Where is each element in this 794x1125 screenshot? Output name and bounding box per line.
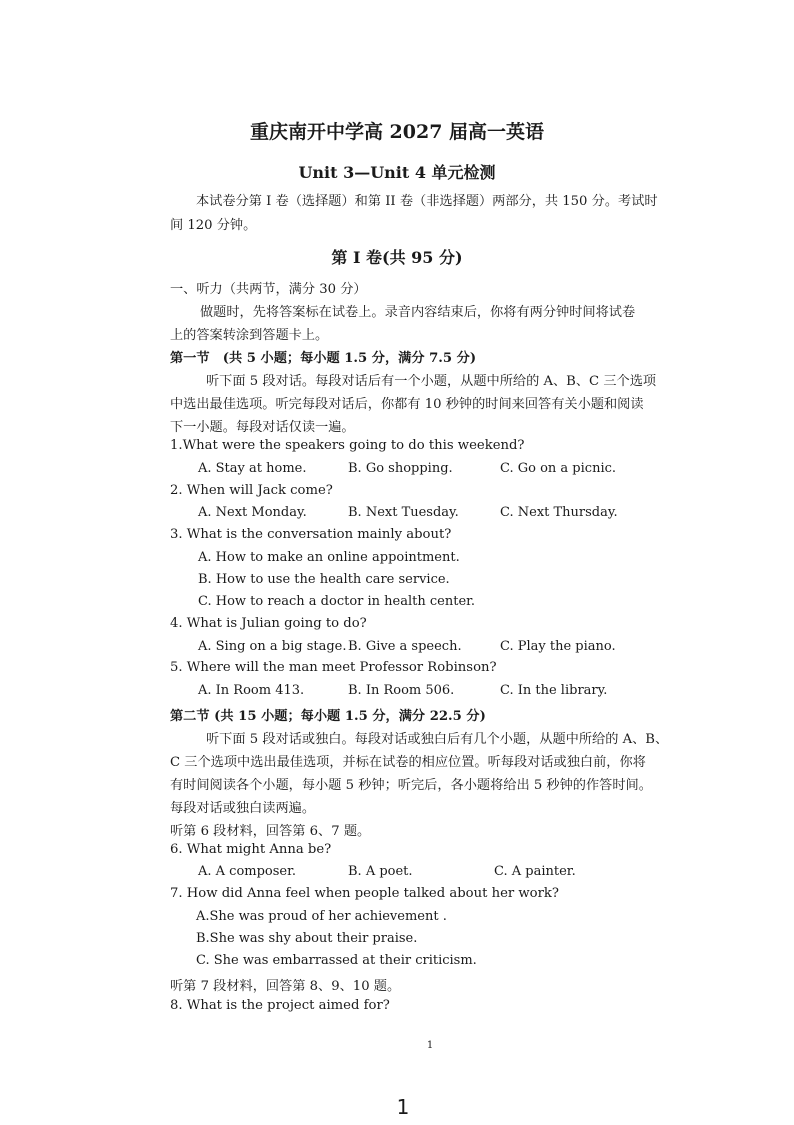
material-heading: 听第 7 段材料，回答第 8、9、10 题。 — [170, 979, 401, 994]
option-b: B. Next Tuesday. — [348, 505, 459, 520]
option-a: A. Next Monday. — [198, 505, 307, 520]
question-stem: 2. When will Jack come? — [170, 483, 333, 498]
option-b: B. Go shopping. — [348, 461, 453, 476]
section-heading: 第一节 (共 5 小题；每小题 1.5 分，满分 7.5 分) — [170, 351, 477, 366]
option-a: A.She was proud of her achievement . — [196, 909, 447, 924]
instruction-line: 上的答案转涂到答题卡上。 — [170, 328, 329, 343]
instruction-line: 听下面 5 段对话或独白。每段对话或独白后有几个小题，从题中所给的 A、B、 — [206, 732, 669, 747]
intro-line: 本试卷分第 I 卷（选择题）和第 II 卷（非选择题）两部分，共 150 分。考试时 — [196, 194, 658, 209]
question-stem: 5. Where will the man meet Professor Robinson? — [170, 660, 497, 675]
option-c: C. A painter. — [494, 864, 576, 879]
instruction-line: 听下面 5 段对话。每段对话后有一个小题，从题中所给的 A、B、C 三个选项 — [206, 374, 657, 389]
option-c: C. In the library. — [500, 683, 608, 698]
option-c: C. Go on a picnic. — [500, 461, 617, 476]
instruction-line: 做题时，先将答案标在试卷上。录音内容结束后，你将有两分钟时间将试卷 — [200, 305, 636, 320]
question-stem: 7. How did Anna feel when people talked about her work? — [170, 886, 559, 901]
option-c: C. Play the piano. — [500, 639, 616, 654]
option-b: B. Give a speech. — [348, 639, 462, 654]
page-title: 重庆南开中学高 2027 届高一英语 — [249, 121, 545, 143]
question-stem: 4. What is Julian going to do? — [170, 616, 367, 631]
option-c: C. Next Thursday. — [500, 505, 618, 520]
section-heading: 第二节 (共 15 小题；每小题 1.5 分，满分 22.5 分) — [170, 709, 486, 724]
page-number: 1 — [396, 1095, 410, 1119]
instruction-line: C 三个选项中选出最佳选项，并标在试卷的相应位置。听每段对话或独白前，你将 — [170, 755, 646, 770]
instruction-line: 中选出最佳选项。听完每段对话后，你都有 10 秒钟的时间来回答有关小题和阅读 — [170, 397, 644, 412]
section-heading: 一、听力（共两节，满分 30 分） — [170, 282, 367, 297]
option-c: C. How to reach a doctor in health center. — [198, 594, 476, 609]
option-b: B.She was shy about their praise. — [196, 931, 418, 946]
question-stem: 8. What is the project aimed for? — [170, 998, 390, 1013]
instruction-line: 有时间阅读各个小题，每小题 5 秒钟；听完后，各小题将给出 5 秒钟的作答时间。 — [170, 778, 652, 793]
option-a: A. Stay at home. — [198, 461, 307, 476]
intro-line: 间 120 分钟。 — [170, 218, 257, 233]
option-b: B. How to use the health care service. — [198, 572, 450, 587]
question-stem: 3. What is the conversation mainly about? — [170, 527, 452, 542]
instruction-line: 每段对话或独白读两遍。 — [170, 801, 316, 816]
part-title: 第 I 卷(共 95 分) — [331, 248, 463, 267]
instruction-line: 下一小题。每段对话仅读一遍。 — [170, 420, 355, 435]
option-b: B. In Room 506. — [348, 683, 455, 698]
question-stem: 6. What might Anna be? — [170, 842, 332, 857]
option-c: C. She was embarrassed at their criticism. — [196, 953, 477, 968]
question-stem: 1.What were the speakers going to do this weekend? — [170, 438, 525, 453]
option-a: A. In Room 413. — [198, 683, 305, 698]
page-number-small: 1 — [426, 1040, 434, 1051]
option-a: A. How to make an online appointment. — [198, 550, 460, 565]
option-b: B. A poet. — [348, 864, 413, 879]
option-a: A. A composer. — [198, 864, 297, 879]
option-a: A. Sing on a big stage. — [198, 639, 347, 654]
material-heading: 听第 6 段材料，回答第 6、7 题。 — [170, 824, 371, 839]
page-subtitle: Unit 3—Unit 4 单元检测 — [298, 163, 496, 182]
